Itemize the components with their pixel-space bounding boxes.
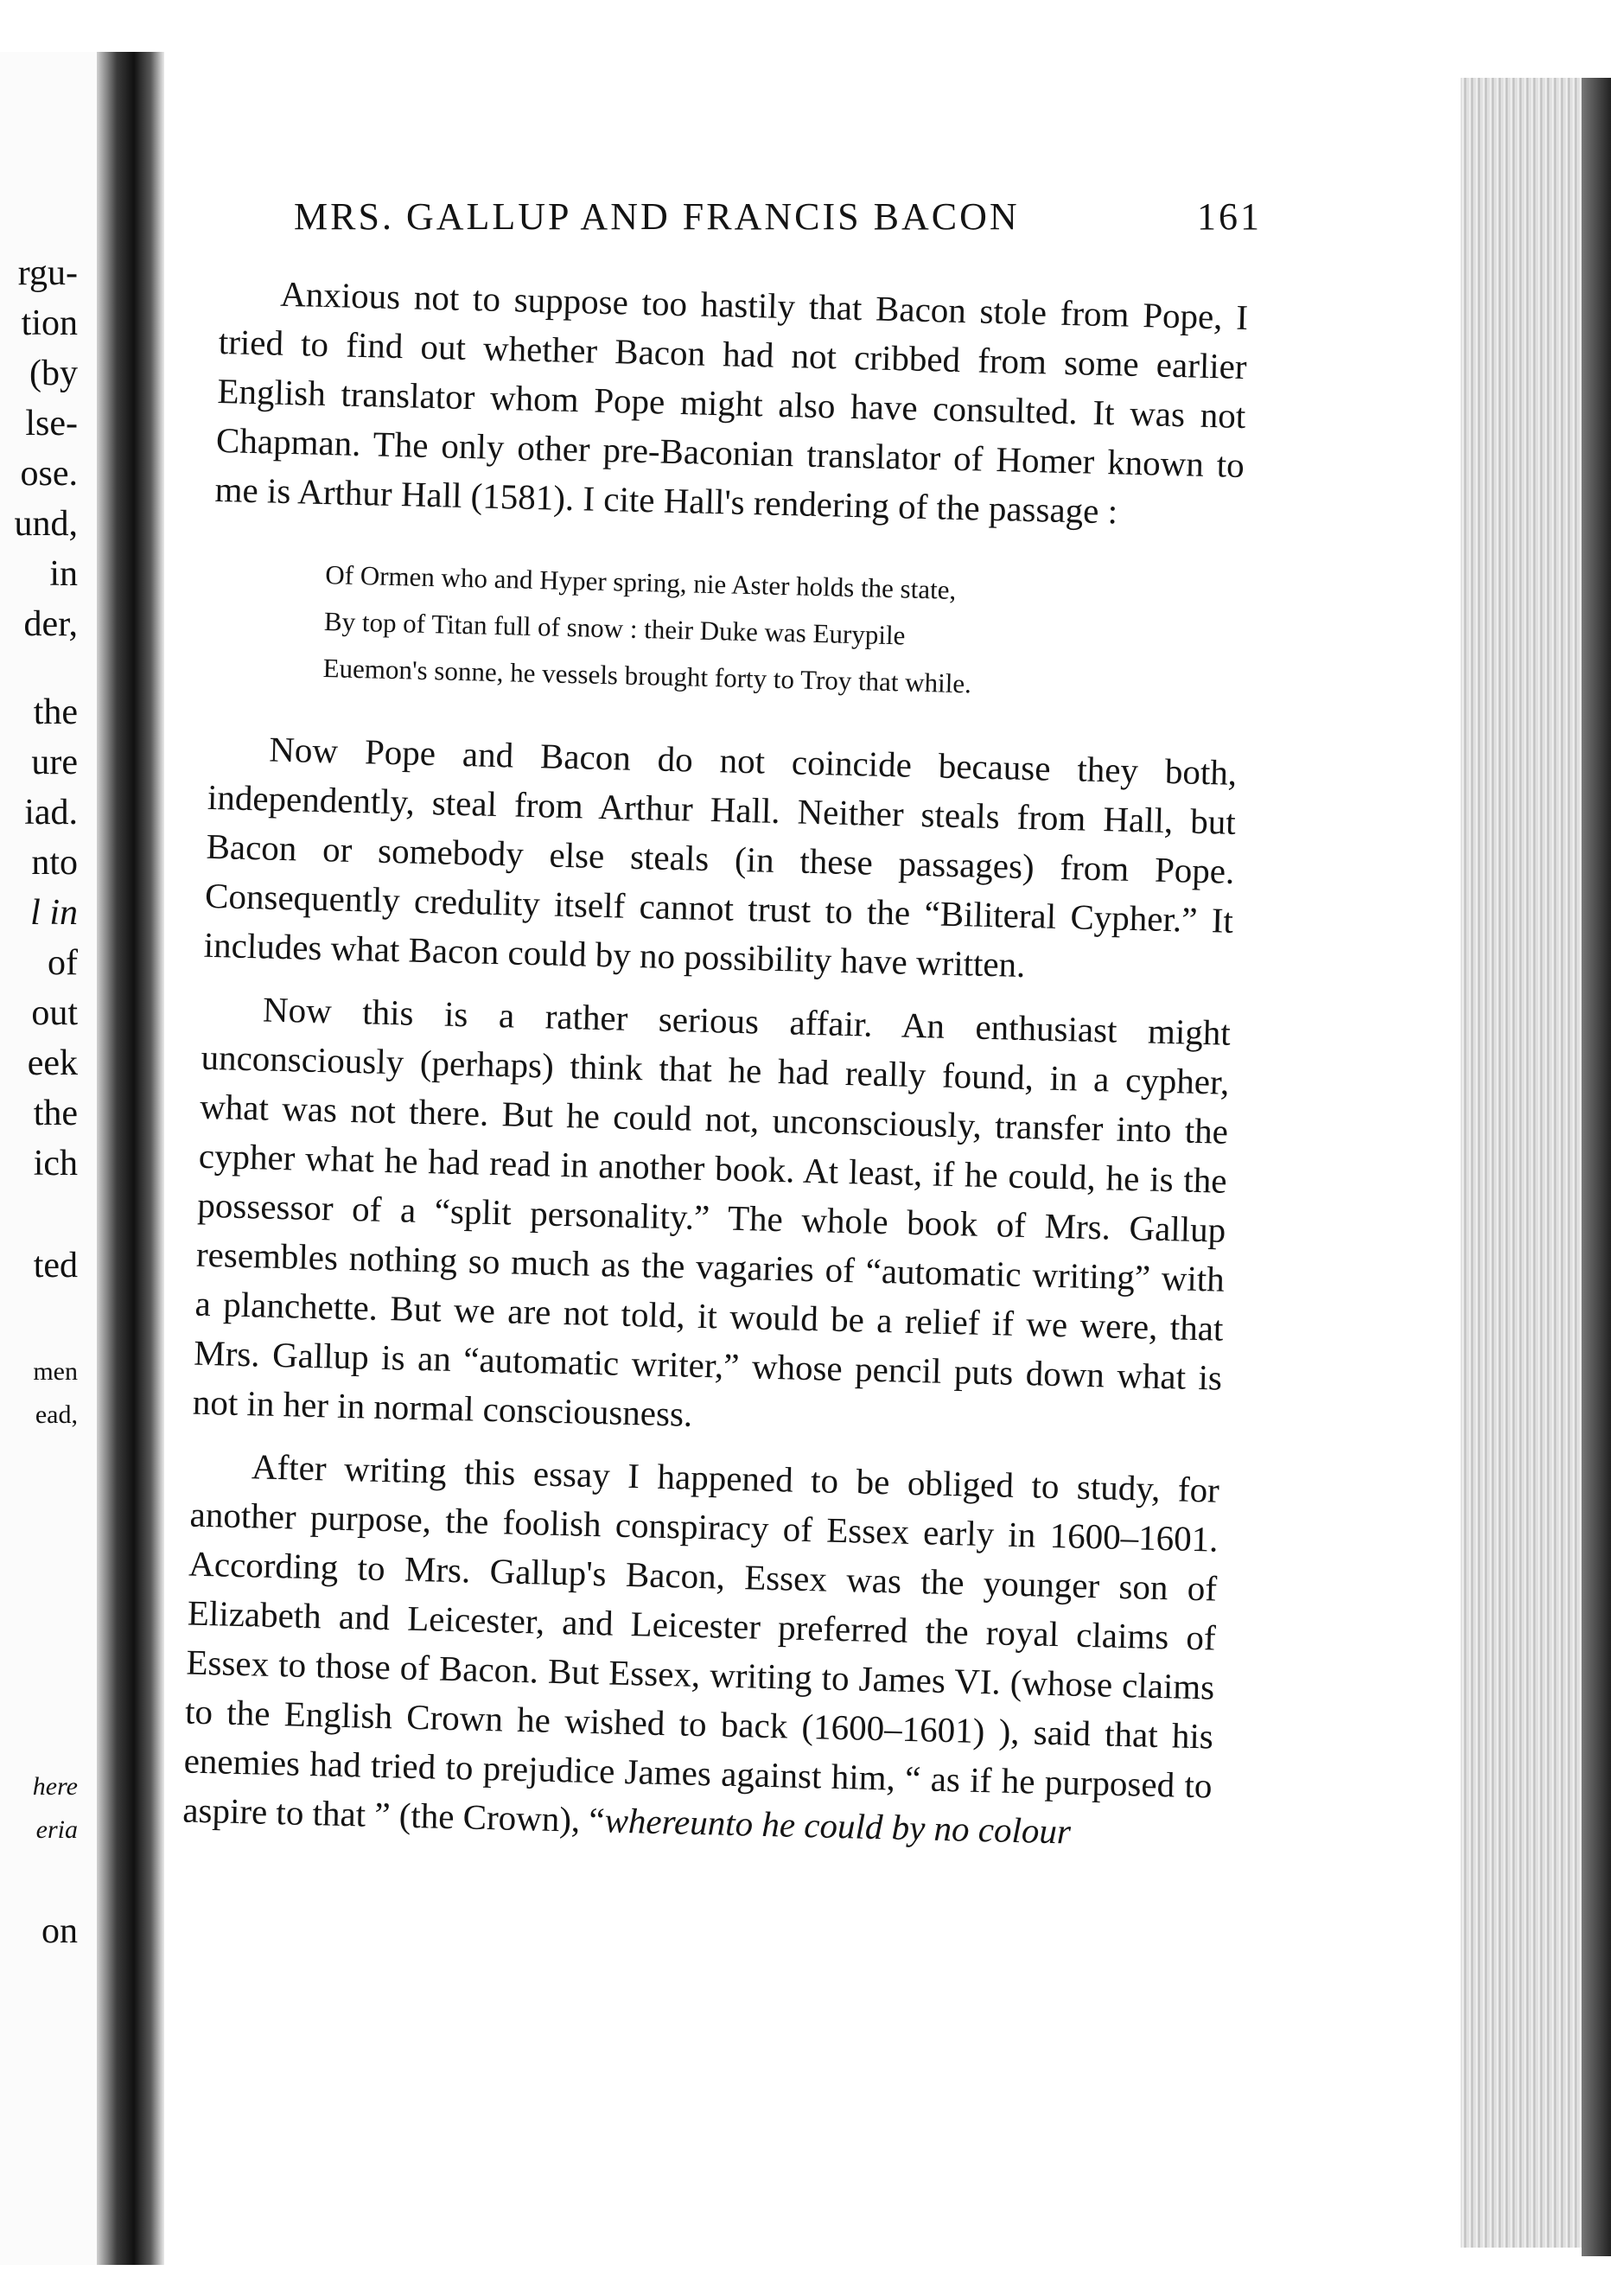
quote-line: Of Ormen who and Hyper spring, nie Aster holds the state, — [324, 559, 957, 605]
page-number: 161 — [1197, 195, 1262, 238]
left-fragment: und, — [14, 504, 78, 544]
block-quote — [322, 552, 1242, 714]
italic-quote: whereunto he could by no colour — [604, 1800, 1072, 1852]
left-fragment: l in — [30, 893, 78, 933]
running-head-title: MRS. GALLUP AND FRANCIS BACON — [294, 195, 1020, 238]
page-edge-shadow — [1582, 78, 1611, 2256]
left-fragment: eria — [35, 1815, 78, 1844]
quote-line: By top of Titan full of snow : their Duke was Eurypile — [323, 606, 906, 651]
paragraph: Now this is a rather serious affair. An enthusiast might unconsciously (perhaps) think that he had really found, in a cypher, what was not there. But he could not, unconsciously, transfer into the cypher what he had read in another book. At least, if he could, he is the possessor of a “split personality.” The whole book of Mrs. Gallup resembles nothing so much as the vagaries of “automatic writing” with a planchette. But we are not told, it would be a relief if we were, that Mrs. Gallup is an “automatic writer,” whose pencil puts down what is not in her in normal consciousness. — [192, 989, 1232, 1434]
left-fragment: ead, — [35, 1400, 78, 1429]
left-fragment: der, — [23, 604, 78, 644]
left-fragment: iad. — [24, 793, 78, 832]
page-edges — [1461, 78, 1590, 2248]
paragraph — [182, 1441, 1220, 1860]
left-fragment: in — [49, 554, 78, 594]
left-fragment: ted — [33, 1246, 78, 1285]
left-fragment: ich — [33, 1144, 78, 1183]
left-fragment: lse- — [25, 404, 78, 443]
left-fragment: nto — [31, 843, 78, 883]
left-fragment: the — [33, 692, 78, 732]
book-gutter — [97, 52, 164, 2265]
left-fragment: rgu- — [17, 253, 78, 293]
left-fragment: the — [33, 1094, 78, 1133]
paragraph: Anxious not to suppose too hastily that Bacon stole from Pope, I tried to find out whether Bacon had not cribbed from some earlier English translator whom Pope might also have consulted. It was not Chapman. The only other pre-Baconian translator of Homer known to me is Arthur Hall (1581). I cite Hall's rendering of the passage : — [214, 273, 1249, 532]
left-fragment: eek — [27, 1043, 78, 1083]
left-fragment: (by — [29, 354, 78, 393]
running-header — [294, 195, 1262, 239]
left-fragment: on — [41, 1911, 78, 1951]
body-text — [181, 268, 1248, 1874]
paragraph-text: After writing this essay I happened to be obliged to study, for another purpose, the foolish conspiracy of Essex early in 1600–1601. According to Mrs. Gallup's Bacon, Essex was the younger son of Elizabeth and Leicester, and Leicester preferred the royal claims of Essex to those of Bacon. But Essex, writing to James VI. (whose claims to the English Crown he wished to back (1600–1601) ), said that his enemies had tried to prejudice James against him, “ as if he purposed to aspire to that ” (the Crown), “ — [181, 1446, 1220, 1840]
left-fragment: men — [33, 1357, 78, 1386]
paragraph: Now Pope and Bacon do not coincide because they both, independently, steal from Arthur Hall. Neither steals from Hall, but Bacon or somebody else steals (in these passages) from Pope. Consequently credulity itself cannot trust to the “Biliteral Cypher.” It includes what Bacon could by no possibility have written. — [203, 729, 1238, 985]
left-fragment: ure — [31, 743, 78, 782]
left-fragment: here — [32, 1772, 78, 1801]
left-fragment: out — [31, 993, 78, 1033]
left-fragment: of — [48, 943, 78, 983]
quote-line: Euemon's sonne, he vessels brought forty to Troy that while. — [322, 653, 972, 699]
left-fragment: tion — [21, 303, 78, 343]
left-fragment: ose. — [20, 454, 78, 494]
